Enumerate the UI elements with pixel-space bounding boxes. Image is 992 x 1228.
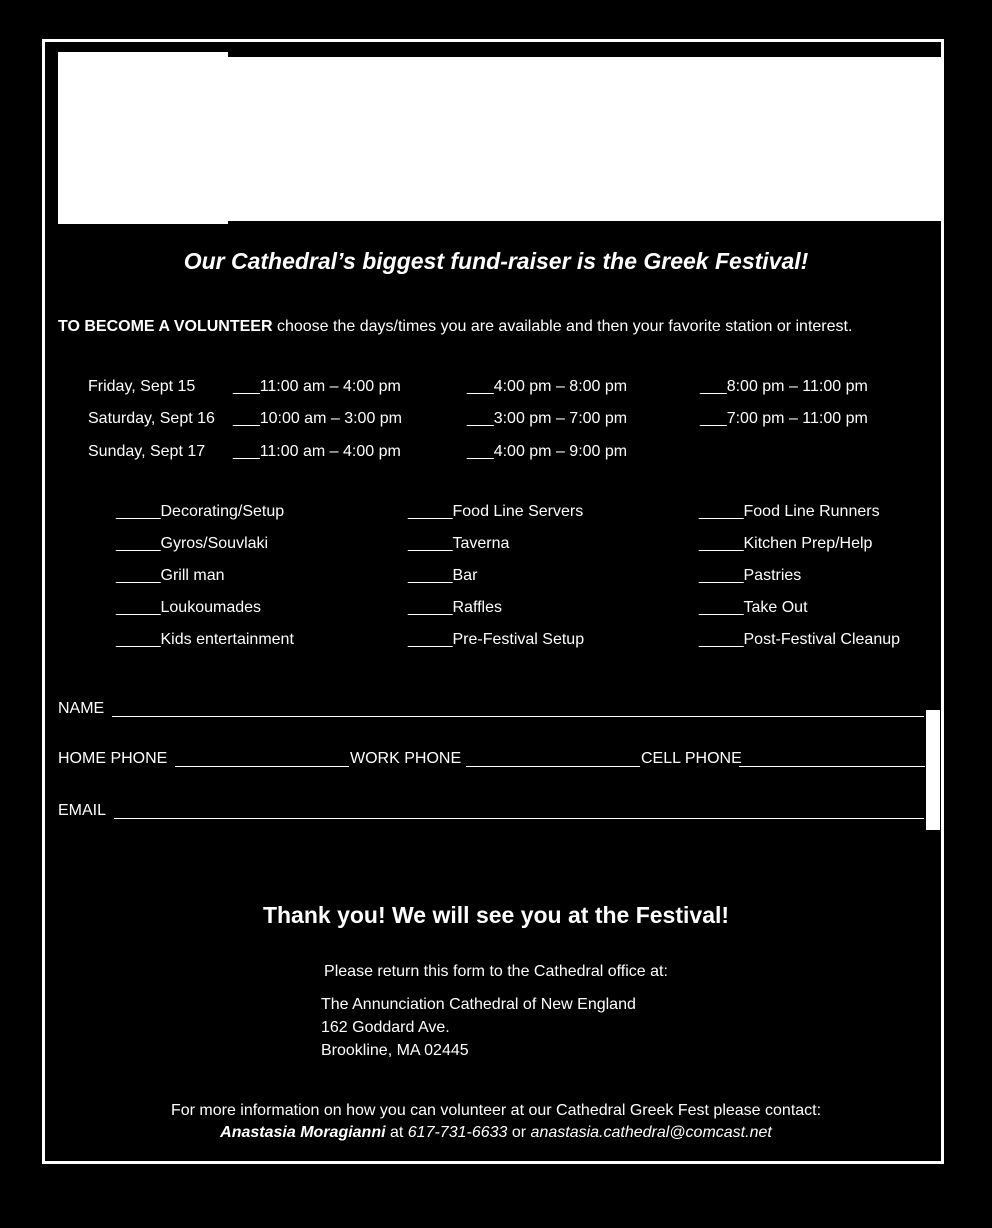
home-phone-label: HOME PHONE bbox=[58, 750, 168, 767]
contact-phone[interactable]: 617-731-6633 bbox=[407, 1124, 508, 1141]
station-kids[interactable]: _____Kids entertainment bbox=[116, 631, 294, 648]
name-field[interactable] bbox=[112, 716, 924, 717]
station-grill[interactable]: _____Grill man bbox=[116, 567, 225, 584]
address-line-1: The Annunciation Cathedral of New England bbox=[321, 996, 636, 1013]
slot-sun-2[interactable]: ___4:00 pm – 9:00 pm bbox=[467, 443, 628, 460]
return-note: Please return this form to the Cathedral office at: bbox=[324, 963, 668, 980]
day-saturday: Saturday, Sept 16 bbox=[88, 410, 215, 427]
contact-intro: For more information on how you can volunteer at our Cathedral Greek Fest please contact: bbox=[170, 1102, 822, 1119]
station-gyros[interactable]: _____Gyros/Souvlaki bbox=[116, 535, 269, 552]
station-food-line-servers[interactable]: _____Food Line Servers bbox=[408, 503, 584, 520]
slot-fri-2[interactable]: ___4:00 pm – 8:00 pm bbox=[467, 378, 628, 395]
slot-fri-3[interactable]: ___8:00 pm – 11:00 pm bbox=[700, 378, 868, 395]
work-phone-field[interactable] bbox=[466, 766, 640, 767]
address-line-2: 162 Goddard Ave. bbox=[321, 1019, 450, 1036]
station-raffles[interactable]: _____Raffles bbox=[408, 599, 502, 616]
station-taverna[interactable]: _____Taverna bbox=[408, 535, 510, 552]
day-friday: Friday, Sept 15 bbox=[88, 378, 196, 395]
thank-you-heading: Thank you! We will see you at the Festival! bbox=[262, 902, 730, 928]
address-line-3: Brookline, MA 02445 bbox=[321, 1042, 469, 1059]
intro-rest: choose the days/times you are available and then your favorite station or interest. bbox=[272, 318, 853, 335]
intro-text bbox=[58, 318, 852, 336]
email-label: EMAIL bbox=[58, 802, 107, 819]
station-post-festival[interactable]: _____Post-Festival Cleanup bbox=[699, 631, 901, 648]
contact-email[interactable]: anastasia.cathedral@comcast.net bbox=[530, 1124, 772, 1141]
work-phone-label: WORK PHONE bbox=[350, 750, 462, 767]
station-loukoumades[interactable]: _____Loukoumades bbox=[116, 599, 262, 616]
station-food-line-runners[interactable]: _____Food Line Runners bbox=[699, 503, 880, 520]
cell-phone-field[interactable] bbox=[739, 766, 925, 767]
header-image-left bbox=[58, 52, 228, 224]
contact-or: or bbox=[507, 1124, 531, 1141]
slot-sat-3[interactable]: ___7:00 pm – 11:00 pm bbox=[700, 410, 868, 427]
contact-at: at bbox=[385, 1124, 408, 1141]
station-pastries[interactable]: _____Pastries bbox=[699, 567, 802, 584]
station-decorating[interactable]: _____Decorating/Setup bbox=[116, 503, 285, 520]
day-sunday: Sunday, Sept 17 bbox=[88, 443, 206, 460]
cell-phone-label: CELL PHONE bbox=[641, 750, 742, 767]
station-bar[interactable]: _____Bar bbox=[408, 567, 478, 584]
tagline: Our Cathedral’s biggest fund-raiser is the Greek Festival! bbox=[183, 248, 809, 274]
contact-line bbox=[0, 1124, 992, 1142]
contact-name: Anastasia Moragianni bbox=[220, 1124, 386, 1141]
header-image-right bbox=[227, 57, 942, 221]
station-take-out[interactable]: _____Take Out bbox=[699, 599, 808, 616]
slot-fri-1[interactable]: ___11:00 am – 4:00 pm bbox=[233, 378, 401, 395]
home-phone-field[interactable] bbox=[175, 766, 349, 767]
station-pre-festival[interactable]: _____Pre-Festival Setup bbox=[408, 631, 585, 648]
side-bar bbox=[926, 710, 940, 830]
intro-bold: TO BECOME A VOLUNTEER bbox=[58, 318, 273, 335]
slot-sat-1[interactable]: ___10:00 am – 3:00 pm bbox=[233, 410, 403, 427]
slot-sat-2[interactable]: ___3:00 pm – 7:00 pm bbox=[467, 410, 628, 427]
email-field[interactable] bbox=[114, 818, 924, 819]
station-kitchen[interactable]: _____Kitchen Prep/Help bbox=[699, 535, 873, 552]
name-label: NAME bbox=[58, 700, 105, 717]
slot-sun-1[interactable]: ___11:00 am – 4:00 pm bbox=[233, 443, 401, 460]
